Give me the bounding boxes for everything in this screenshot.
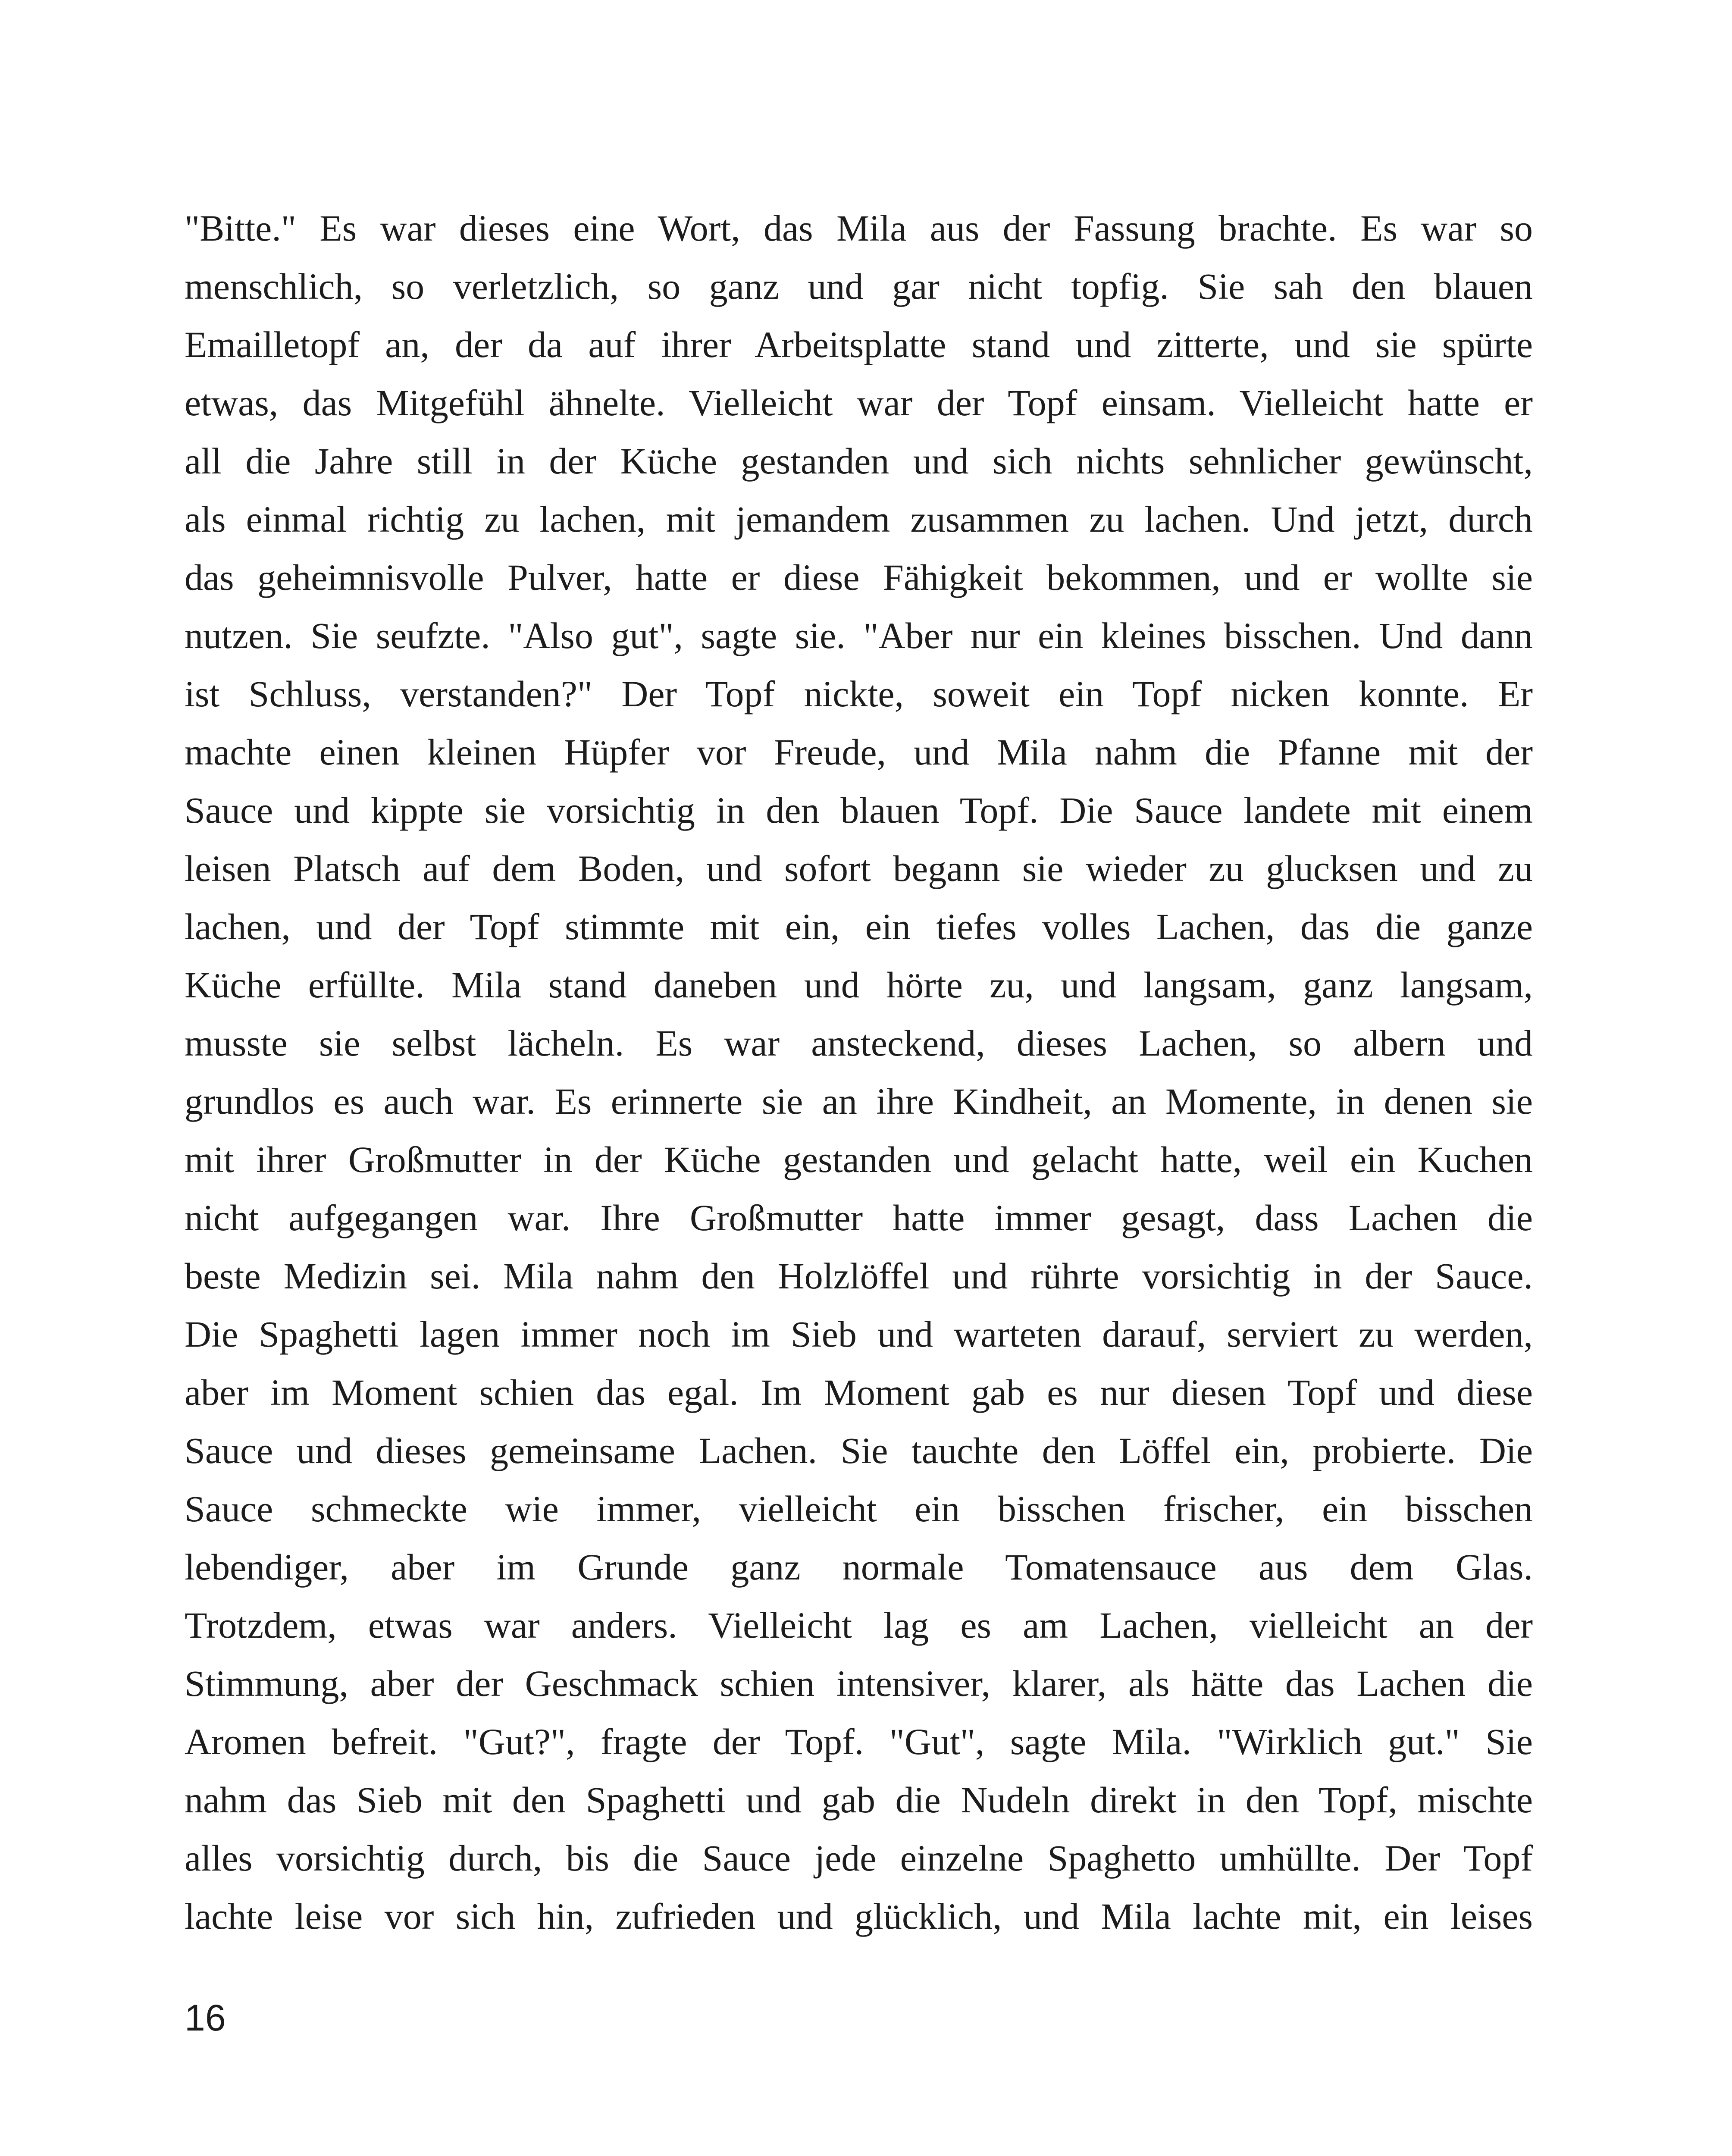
- page-number: 16: [185, 1997, 226, 2039]
- text-line: aber im Moment schien das egal. Im Moment gab es nur diesen Topf und diese: [185, 1372, 1533, 1413]
- text-line: beste Medizin sei. Mila nahm den Holzlöffel und rührte vorsichtig in der Sauce.: [185, 1255, 1533, 1297]
- text-line: leisen Platsch auf dem Boden, und sofort begann sie wieder zu glucksen und zu: [185, 848, 1533, 889]
- text-line: Sauce und dieses gemeinsame Lachen. Sie tauchte den Löffel ein, probierte. Die: [185, 1430, 1533, 1471]
- text-line: als einmal richtig zu lachen, mit jemandem zusammen zu lachen. Und jetzt, durch: [185, 498, 1533, 540]
- text-line: menschlich, so verletzlich, so ganz und gar nicht topfig. Sie sah den blauen: [185, 266, 1533, 307]
- text-line: musste sie selbst lächeln. Es war ansteckend, dieses Lachen, so albern und: [185, 1022, 1533, 1064]
- text-line: etwas, das Mitgefühl ähnelte. Vielleicht war der Topf einsam. Vielleicht hatte er: [185, 382, 1533, 423]
- text-line: all die Jahre still in der Küche gestanden und sich nichts sehnlicher gewünscht,: [185, 440, 1533, 482]
- text-line: mit ihrer Großmutter in der Küche gestanden und gelacht hatte, weil ein Kuchen: [185, 1139, 1533, 1180]
- text-line: nutzen. Sie seufzte. "Also gut", sagte sie. "Aber nur ein kleines bisschen. Und dann: [185, 615, 1533, 656]
- text-line: Küche erfüllte. Mila stand daneben und hörte zu, und langsam, ganz langsam,: [185, 964, 1533, 1006]
- text-line: Trotzdem, etwas war anders. Vielleicht lag es am Lachen, vielleicht an der: [185, 1604, 1533, 1646]
- text-line: nahm das Sieb mit den Spaghetti und gab die Nudeln direkt in den Topf, mischte: [185, 1779, 1533, 1821]
- text-line: ist Schluss, verstanden?" Der Topf nickte, soweit ein Topf nicken konnte. Er: [185, 673, 1533, 714]
- body-text: [185, 199, 1533, 1946]
- text-line: machte einen kleinen Hüpfer vor Freude, und Mila nahm die Pfanne mit der: [185, 731, 1533, 773]
- text-line: lebendiger, aber im Grunde ganz normale Tomatensauce aus dem Glas.: [185, 1546, 1533, 1588]
- text-line: lachen, und der Topf stimmte mit ein, ein tiefes volles Lachen, das die ganze: [185, 906, 1533, 947]
- text-line: grundlos es auch war. Es erinnerte sie an ihre Kindheit, an Momente, in denen sie: [185, 1081, 1533, 1122]
- text-line: Aromen befreit. "Gut?", fragte der Topf. "Gut", sagte Mila. "Wirklich gut." Sie: [185, 1721, 1533, 1762]
- text-line: alles vorsichtig durch, bis die Sauce jede einzelne Spaghetto umhüllte. Der Topf: [185, 1837, 1533, 1879]
- text-line: Die Spaghetti lagen immer noch im Sieb und warteten darauf, serviert zu werden,: [185, 1313, 1533, 1355]
- text-line: nicht aufgegangen war. Ihre Großmutter hatte immer gesagt, dass Lachen die: [185, 1197, 1533, 1238]
- text-line: Stimmung, aber der Geschmack schien intensiver, klarer, als hätte das Lachen die: [185, 1663, 1533, 1704]
- text-line: lachte leise vor sich hin, zufrieden und glücklich, und Mila lachte mit, ein leises: [185, 1896, 1533, 1937]
- text-line: das geheimnisvolle Pulver, hatte er diese Fähigkeit bekommen, und er wollte sie: [185, 557, 1533, 598]
- text-line: Sauce schmeckte wie immer, vielleicht ein bisschen frischer, ein bisschen: [185, 1488, 1533, 1529]
- text-line: Sauce und kippte sie vorsichtig in den blauen Topf. Die Sauce landete mit einem: [185, 790, 1533, 831]
- text-line: "Bitte." Es war dieses eine Wort, das Mila aus der Fassung brachte. Es war so: [185, 207, 1533, 249]
- text-line: Emailletopf an, der da auf ihrer Arbeitsplatte stand und zitterte, und sie spürte: [185, 324, 1533, 365]
